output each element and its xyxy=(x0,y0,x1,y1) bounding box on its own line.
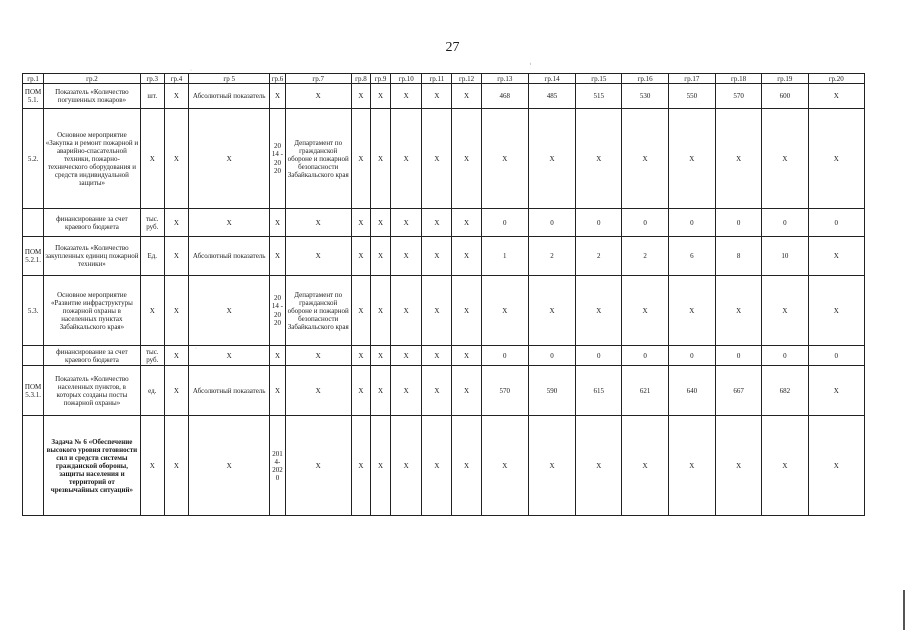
scan-speck: · xyxy=(195,346,197,352)
cell-value: 0 xyxy=(576,209,622,237)
cell: X xyxy=(351,346,370,366)
scan-speck: · xyxy=(190,68,192,74)
cell-unit: X xyxy=(140,109,164,209)
cell-value: 485 xyxy=(528,84,575,109)
cell-years: 20 14 - 20 20 xyxy=(270,276,285,346)
cell: X xyxy=(270,237,285,276)
cell-value: 0 xyxy=(668,209,715,237)
cell: X xyxy=(371,366,391,416)
cell-value: X xyxy=(808,276,865,346)
cell-value: 590 xyxy=(528,366,575,416)
cell: X xyxy=(391,109,422,209)
cell-unit: ед. xyxy=(140,366,164,416)
cell: X xyxy=(391,276,422,346)
cell: X xyxy=(270,366,285,416)
cell: X xyxy=(270,346,285,366)
cell-years: 20 14 - 20 20 xyxy=(270,109,285,209)
cell-value: 621 xyxy=(622,366,668,416)
cell: X xyxy=(164,84,188,109)
cell: X xyxy=(351,109,370,209)
cell-value: 0 xyxy=(808,346,865,366)
column-header: гр.6 xyxy=(271,74,284,83)
cell-value: X xyxy=(808,416,865,516)
cell-value: X xyxy=(576,276,622,346)
cell: X xyxy=(391,237,422,276)
cell-value: X xyxy=(528,109,575,209)
cell-value: X xyxy=(481,109,528,209)
cell-value: X xyxy=(715,109,761,209)
cell-value: 8 xyxy=(715,237,761,276)
table-row xyxy=(23,237,865,276)
cell-value: 10 xyxy=(762,237,808,276)
cell: X xyxy=(371,276,391,346)
cell-value: 530 xyxy=(622,84,668,109)
cell-value: 570 xyxy=(481,366,528,416)
column-header: гр.12 xyxy=(452,74,481,84)
cell-value: 468 xyxy=(481,84,528,109)
indicator-table xyxy=(22,73,865,516)
column-header: гр.19 xyxy=(762,74,808,84)
cell: X xyxy=(422,366,452,416)
column-header: гр.9 xyxy=(371,74,391,84)
cell: X xyxy=(285,84,351,109)
cell-value: 615 xyxy=(576,366,622,416)
cell-value: 0 xyxy=(528,346,575,366)
scan-speck: ⁱ xyxy=(530,63,532,69)
cell-unit: шт. xyxy=(140,84,164,109)
cell: Абсолютный показатель xyxy=(188,237,269,276)
cell-value: X xyxy=(576,416,622,516)
cell-value: X xyxy=(808,237,865,276)
row-name: финансирование за счет краевого бюджета xyxy=(44,346,141,366)
cell-value: X xyxy=(481,416,528,516)
row-code xyxy=(23,346,44,366)
row-name: Показатель «Количество закупленных единиц пожарной техники» xyxy=(44,237,141,276)
cell-value: 600 xyxy=(762,84,808,109)
cell-value: X xyxy=(715,276,761,346)
cell: X xyxy=(391,416,422,516)
table-row xyxy=(23,416,865,516)
cell: X xyxy=(164,366,188,416)
cell-value: 0 xyxy=(481,346,528,366)
cell: X xyxy=(351,84,370,109)
cell-value: 2 xyxy=(528,237,575,276)
cell: X xyxy=(351,237,370,276)
row-name: Показатель «Количество погушенных пожаров» xyxy=(44,84,141,109)
cell-value: X xyxy=(808,366,865,416)
table-row xyxy=(23,346,865,366)
cell-value: 0 xyxy=(808,209,865,237)
cell: X xyxy=(371,346,391,366)
table-header-row xyxy=(23,74,865,84)
cell-value: X xyxy=(528,276,575,346)
task-title: Задача № 6 «Обеспечение высокого уровня готовности сил и средств системы гражданской обороны, защиты населения и территорий от чрезвычайных ситуаций» xyxy=(44,416,141,516)
cell: X xyxy=(371,84,391,109)
cell-value: 667 xyxy=(715,366,761,416)
cell-value: X xyxy=(481,276,528,346)
row-name: финансирование за счет краевого бюджета xyxy=(44,209,141,237)
column-header: гр.16 xyxy=(622,74,668,84)
cell: X xyxy=(391,366,422,416)
cell: X xyxy=(164,276,188,346)
cell: X xyxy=(188,346,269,366)
cell-value: X xyxy=(762,109,808,209)
cell-unit: Ед. xyxy=(140,237,164,276)
column-header: гр 5 xyxy=(188,74,269,84)
cell-value: 0 xyxy=(762,346,808,366)
cell-executor: Департамент по гражданской обороне и пожарной безопасности Забайкальского края xyxy=(285,276,351,346)
cell: X xyxy=(422,109,452,209)
cell: X xyxy=(371,209,391,237)
cell-value: X xyxy=(622,416,668,516)
row-name: Основное мероприятие «Закупка и ремонт пожарной и аварийно-спасательной техники, пожарно-технического оборудования и средств индивидуальной защиты» xyxy=(44,109,141,209)
cell: X xyxy=(285,209,351,237)
cell-value: 515 xyxy=(576,84,622,109)
cell: X xyxy=(422,237,452,276)
cell: X xyxy=(452,416,481,516)
cell-value: X xyxy=(762,416,808,516)
column-header: гр.10 xyxy=(391,74,422,84)
cell-value: X xyxy=(808,109,865,209)
cell: X xyxy=(391,346,422,366)
cell: X xyxy=(452,366,481,416)
cell-value: X xyxy=(576,109,622,209)
cell: X xyxy=(188,416,269,516)
cell-value: X xyxy=(622,109,668,209)
row-code xyxy=(23,209,44,237)
column-header: гр.4 xyxy=(164,74,188,84)
column-header: гр.11 xyxy=(422,74,452,84)
cell: X xyxy=(351,209,370,237)
column-header: гр.3 xyxy=(140,74,164,84)
cell-value: 0 xyxy=(481,209,528,237)
cell-value: X xyxy=(762,276,808,346)
cell-value: 0 xyxy=(762,209,808,237)
cell-value: 682 xyxy=(762,366,808,416)
table-row xyxy=(23,109,865,209)
row-code: ПОМ 5.2.1. xyxy=(23,237,44,276)
cell-value: X xyxy=(668,109,715,209)
cell-value: 0 xyxy=(668,346,715,366)
cell: X xyxy=(188,276,269,346)
cell-value: 0 xyxy=(715,209,761,237)
cell: X xyxy=(164,237,188,276)
cell-value: X xyxy=(668,276,715,346)
cell-unit: тыс. руб. xyxy=(140,346,164,366)
row-code: ПОМ 5.1. xyxy=(23,84,44,109)
column-header: гр.7 xyxy=(285,74,351,84)
cell-years: 2014-2020 xyxy=(270,416,285,516)
cell: X xyxy=(391,209,422,237)
cell-value: 6 xyxy=(668,237,715,276)
cell-unit: X xyxy=(140,276,164,346)
column-header: гр.8 xyxy=(351,74,370,84)
cell-value: X xyxy=(668,416,715,516)
cell: X xyxy=(452,109,481,209)
cell-unit: тыс. руб. xyxy=(140,209,164,237)
cell: Абсолютный показатель xyxy=(188,366,269,416)
cell-executor: Департамент по гражданской обороне и пожарной безопасности Забайкальского края xyxy=(285,109,351,209)
cell: X xyxy=(188,209,269,237)
cell: X xyxy=(371,109,391,209)
column-header: гр.1 xyxy=(23,74,44,84)
column-header: гр.15 xyxy=(576,74,622,84)
cell: X xyxy=(452,346,481,366)
page-number: 27 xyxy=(445,40,460,55)
cell: X xyxy=(164,416,188,516)
table-row xyxy=(23,84,865,109)
row-code: ПОМ 5.3.1. xyxy=(23,366,44,416)
column-header: гр.13 xyxy=(481,74,528,84)
cell-value: 550 xyxy=(668,84,715,109)
cell-value: 0 xyxy=(715,346,761,366)
cell: X xyxy=(270,209,285,237)
cell: X xyxy=(188,109,269,209)
cell: X xyxy=(391,84,422,109)
cell: X xyxy=(452,276,481,346)
cell-value: X xyxy=(528,416,575,516)
cell: X xyxy=(164,209,188,237)
cell-value: 0 xyxy=(528,209,575,237)
row-code: 5.2. xyxy=(23,109,44,209)
cell: X xyxy=(164,346,188,366)
cell: X xyxy=(422,276,452,346)
cell: X xyxy=(351,416,370,516)
row-code: 5.3. xyxy=(23,276,44,346)
cell: X xyxy=(452,84,481,109)
cell: X xyxy=(270,84,285,109)
column-header: гр.14 xyxy=(528,74,575,84)
cell: X xyxy=(285,346,351,366)
column-header: гр.20 xyxy=(808,74,865,84)
column-header: гр.18 xyxy=(715,74,761,84)
cell-value: 0 xyxy=(576,346,622,366)
cell-value: X xyxy=(622,276,668,346)
cell: X xyxy=(164,109,188,209)
cell-value: 1 xyxy=(481,237,528,276)
cell: X xyxy=(285,366,351,416)
table-row xyxy=(23,366,865,416)
cell: X xyxy=(351,366,370,416)
cell-value: 570 xyxy=(715,84,761,109)
cell: X xyxy=(422,209,452,237)
cell-value: X xyxy=(808,84,865,109)
column-header: гр.2 xyxy=(44,74,141,84)
cell: Абсолютный показатель xyxy=(188,84,269,109)
cell: X xyxy=(371,237,391,276)
cell: X xyxy=(422,84,452,109)
table-row xyxy=(23,276,865,346)
cell: X xyxy=(285,237,351,276)
cell: X xyxy=(371,416,391,516)
cell-value: 0 xyxy=(622,346,668,366)
cell: X xyxy=(452,237,481,276)
cell: X xyxy=(452,209,481,237)
row-name: Основное мероприятие «Развитие инфраструктуры пожарной охраны в населенных пунктах Забайкальского края» xyxy=(44,276,141,346)
cell: X xyxy=(351,276,370,346)
cell: X xyxy=(422,346,452,366)
table-row xyxy=(23,209,865,237)
cell-value: 0 xyxy=(622,209,668,237)
cell-value: 2 xyxy=(622,237,668,276)
cell: X xyxy=(285,416,351,516)
cell: X xyxy=(422,416,452,516)
row-code xyxy=(23,416,44,516)
cell-value: X xyxy=(715,416,761,516)
column-header: гр.17 xyxy=(668,74,715,84)
cell-value: 2 xyxy=(576,237,622,276)
cell-value: 640 xyxy=(668,366,715,416)
cell-unit: X xyxy=(140,416,164,516)
row-name: Показатель «Количество населенных пунктов, в которых созданы посты пожарной охраны» xyxy=(44,366,141,416)
